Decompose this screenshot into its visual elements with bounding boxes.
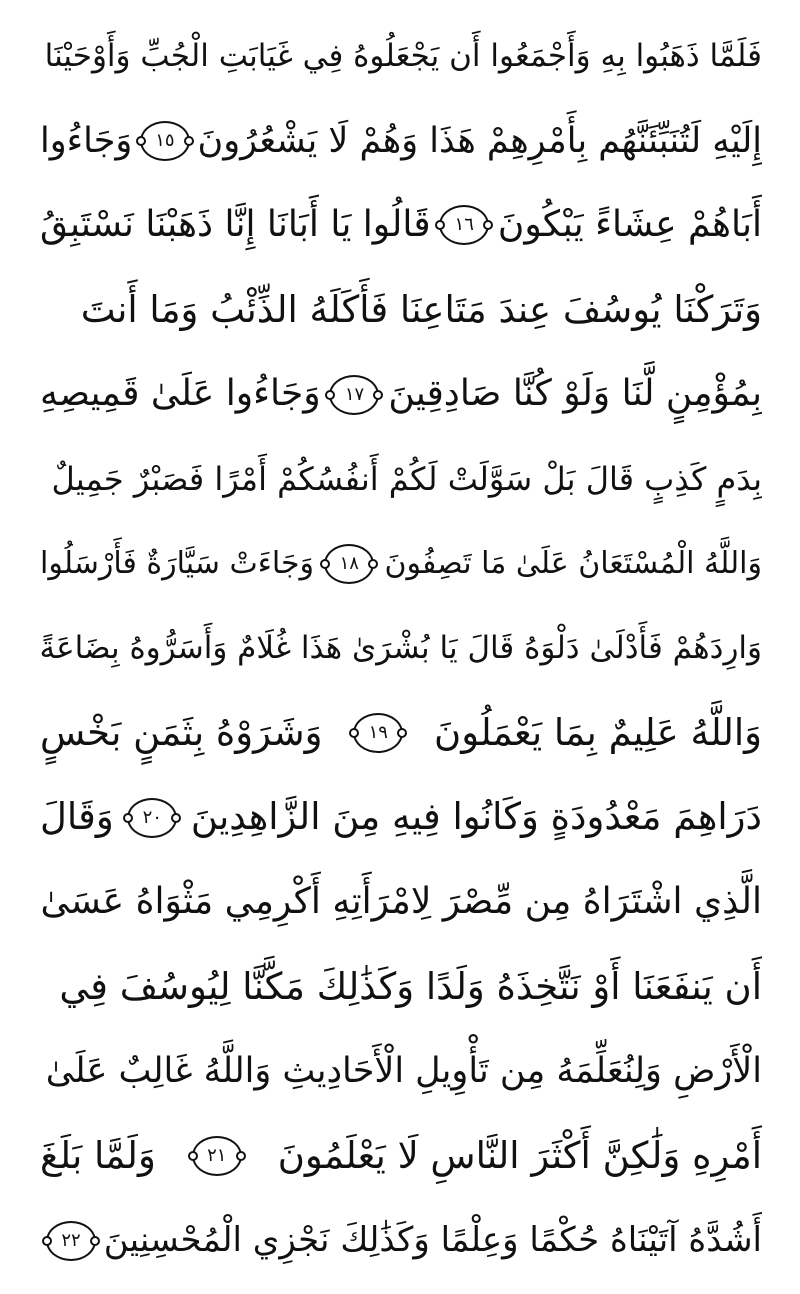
text-line-14 — [40, 1114, 762, 1199]
line-text: وَجَاءُوا — [40, 120, 133, 161]
text-line-4 — [40, 268, 762, 353]
line-text: أَشُدَّهُ آتَيْنَاهُ حُكْمًا وَعِلْمًا وَكَذَٰلِكَ نَجْزِي الْمُحْسِنِينَ — [103, 1220, 762, 1261]
ayah-number-marker: ١٦ — [439, 205, 489, 245]
text-line-5 — [40, 352, 762, 437]
line-text: وَجَاءُوا عَلَىٰ قَمِيصِهِ — [40, 373, 321, 415]
line-text: وَاللَّهُ الْمُسْتَعَانُ عَلَىٰ مَا تَصِفُونَ — [384, 545, 762, 581]
line-text: فَلَمَّا ذَهَبُوا بِهِ وَأَجْمَعُوا أَن يَجْعَلُوهُ فِي غَيَابَتِ الْجُبِّ وَأَوْحَيْنَا — [44, 38, 762, 74]
line-text: وَاللَّهُ عَلِيمٌ بِمَا يَعْمَلُونَ — [434, 710, 762, 754]
text-line-12 — [40, 945, 762, 1030]
ayah-number-marker: ١٨ — [324, 544, 374, 584]
text-line-9 — [40, 691, 762, 776]
line-text: وَارِدَهُمْ فَأَدْلَىٰ دَلْوَهُ قَالَ يَا بُشْرَىٰ هَذَا غُلَامٌ وَأَسَرُّوهُ بِضَاعَةً — [40, 630, 762, 667]
line-text: قَالُوا يَا أَبَانَا إِنَّا ذَهَبْنَا نَسْتَبِقُ — [40, 204, 431, 246]
line-text: الَّذِي اشْتَرَاهُ مِن مِّصْرَ لِامْرَأَتِهِ أَكْرِمِي مَثْوَاهُ عَسَىٰ — [40, 880, 762, 922]
line-text: الْأَرْضِ وَلِنُعَلِّمَهُ مِن تَأْوِيلِ الْأَحَادِيثِ وَاللَّهُ غَالِبٌ عَلَىٰ — [45, 1051, 762, 1092]
text-line-8 — [40, 606, 762, 691]
line-text: إِلَيْهِ لَتُنَبِّئَنَّهُم بِأَمْرِهِمْ هَذَا وَهُمْ لَا يَشْعُرُونَ — [197, 120, 762, 161]
ayah-number-marker: ٢٠ — [127, 798, 177, 838]
line-text: دَرَاهِمَ مَعْدُودَةٍ وَكَانُوا فِيهِ مِنَ الزَّاهِدِينَ — [190, 795, 762, 839]
line-text: أَن يَنفَعَنَا أَوْ نَتَّخِذَهُ وَلَدًا وَكَذَٰلِكَ مَكَّنَّا لِيُوسُفَ فِي — [59, 964, 762, 1008]
line-text: أَبَاهُمْ عِشَاءً يَبْكُونَ — [497, 204, 762, 246]
text-line-10 — [40, 775, 762, 860]
text-line-1 — [40, 14, 762, 99]
line-text: بِمُؤْمِنٍ لَّنَا وَلَوْ كُنَّا صَادِقِينَ — [388, 373, 762, 415]
line-text: وَشَرَوْهُ بِثَمَنٍ بَخْسٍ — [40, 710, 323, 754]
ayah-number-marker: ١٧ — [329, 375, 379, 415]
text-line-7 — [40, 522, 762, 607]
text-line-13 — [40, 1029, 762, 1114]
ayah-number-marker: ٢٢ — [46, 1221, 96, 1261]
ayah-number-marker: ٢١ — [192, 1136, 242, 1176]
text-line-15 — [40, 1198, 762, 1283]
ayah-number-marker: ١٩ — [353, 713, 403, 753]
text-line-2 — [40, 99, 762, 184]
line-text: وَجَاءَتْ سَيَّارَةٌ فَأَرْسَلُوا — [40, 545, 314, 581]
verse-lines — [40, 14, 762, 1284]
text-line-6 — [40, 437, 762, 522]
line-text: بِدَمٍ كَذِبٍ قَالَ بَلْ سَوَّلَتْ لَكُمْ أَنفُسُكُمْ أَمْرًا فَصَبْرٌ جَمِيلٌ — [51, 459, 762, 498]
line-text: وَلَمَّا بَلَغَ — [40, 1133, 156, 1177]
text-line-3 — [40, 183, 762, 268]
text-line-11 — [40, 860, 762, 945]
line-text: وَتَرَكْنَا يُوسُفَ عِندَ مَتَاعِنَا فَأَكَلَهُ الذِّئْبُ وَمَا أَنتَ — [80, 287, 762, 331]
ayah-number-marker: ١٥ — [140, 121, 190, 161]
line-text: أَمْرِهِ وَلَٰكِنَّ أَكْثَرَ النَّاسِ لَا يَعْلَمُونَ — [277, 1133, 762, 1177]
line-text: وَقَالَ — [40, 795, 114, 839]
